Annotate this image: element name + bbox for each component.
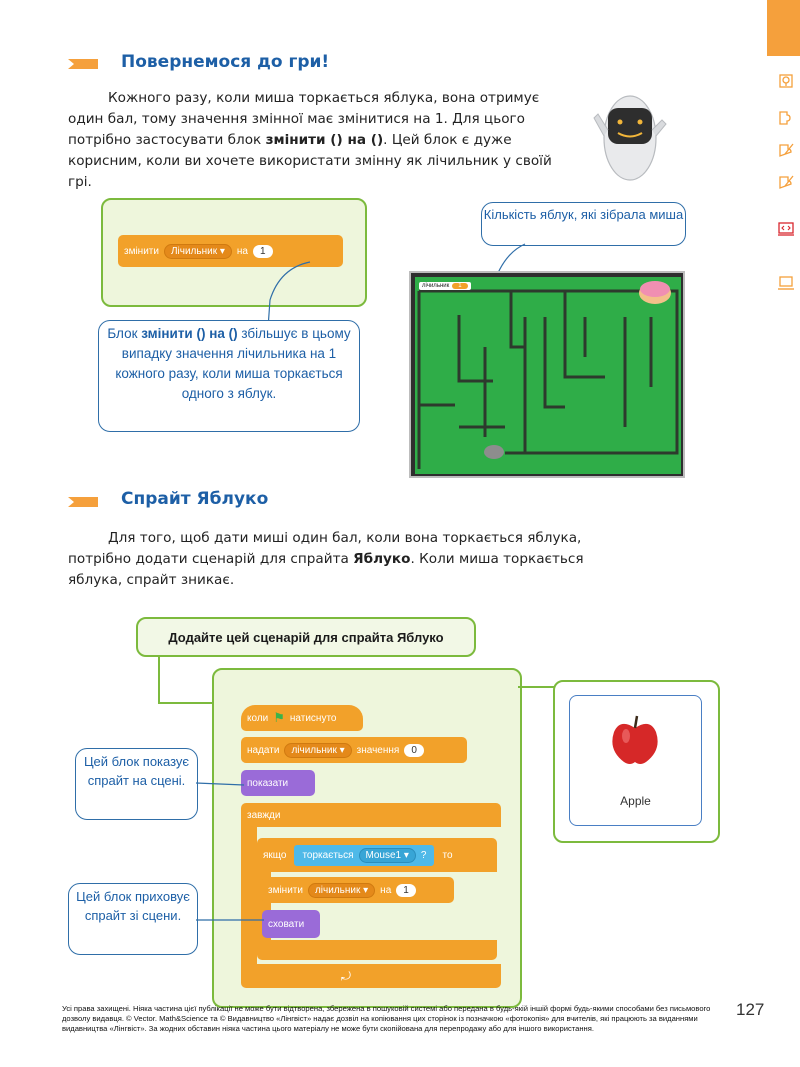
apple-count-callout: Кількість яблук, які зібрала миша bbox=[481, 202, 686, 246]
if-block[interactable] bbox=[257, 838, 497, 872]
copyright-footer: Усі права захищені. Ніяка частина цієї публікації не може бути відтворена, збережена в пошуковій системі або передана в будь-якій іншій формі будь-якими способами без письмового дозволу видавця. © Vector. Math&Science та © Видавництво «Лінгвіст» надає дозвіл на копіювання цих сторінок із позначкою «фотокопія» для вчителів, які працюють за виданнями видавництва «Лінгвіст». За жодних обставин ніяка частина цього матеріалу не може бути скопійована для перепродажу або для іншого використання. bbox=[62, 1004, 711, 1034]
section-marker-icon bbox=[68, 59, 98, 69]
connector-line bbox=[155, 655, 215, 707]
counter-value: 1 bbox=[452, 283, 467, 289]
show-label: показати bbox=[247, 777, 289, 789]
sprite-thumbnail[interactable] bbox=[569, 695, 702, 826]
change-counter-block[interactable] bbox=[262, 877, 454, 903]
puzzle-icon bbox=[777, 108, 795, 126]
forever-label: завжди bbox=[247, 809, 281, 821]
connector-line bbox=[196, 915, 266, 925]
game-stage bbox=[409, 271, 685, 478]
when-label: коли bbox=[247, 712, 269, 724]
section-title: Спрайт Яблуко bbox=[121, 489, 269, 509]
maze-board bbox=[415, 277, 681, 474]
variable-dropdown[interactable]: Лічильник ▾ bbox=[164, 244, 232, 259]
laptop-icon bbox=[777, 274, 795, 292]
set-variable-dropdown[interactable]: лічильник ▾ bbox=[284, 743, 351, 758]
forever-arm bbox=[241, 826, 257, 966]
counter-monitor bbox=[419, 282, 471, 290]
question-mark: ? bbox=[420, 849, 427, 861]
set-to-label: значення bbox=[356, 744, 400, 756]
page-number: 127 bbox=[736, 1000, 765, 1019]
robot-mascot bbox=[590, 78, 668, 188]
clicked-label: натиснуто bbox=[289, 712, 337, 724]
hide-block-callout: Цей блок приховує спрайт зі сцени. bbox=[68, 883, 198, 955]
pencil-puzzle-icon bbox=[777, 140, 795, 158]
apple-icon bbox=[610, 714, 660, 766]
code-screen-icon bbox=[777, 220, 795, 238]
change-variable-dropdown[interactable]: лічильник ▾ bbox=[308, 883, 375, 898]
change-label: змінити bbox=[124, 245, 159, 257]
show-block-callout: Цей блок показує спрайт на сцені. bbox=[75, 748, 198, 820]
connector-line bbox=[196, 780, 246, 790]
change-block-callout: Блок змінити () на () збільшує в цьому випадку значення лічильника на 1 кожного разу, коли миша торкається одного з яблук. bbox=[98, 320, 360, 432]
set-value-input[interactable]: 0 bbox=[404, 744, 424, 757]
green-flag-icon: ⚑ bbox=[273, 710, 285, 725]
hide-block[interactable] bbox=[262, 910, 320, 938]
if-bottom bbox=[257, 940, 497, 960]
loop-arrow-icon: ⤾ bbox=[341, 968, 351, 983]
change-value-input[interactable]: 1 bbox=[396, 884, 416, 897]
pencil-puzzle-icon bbox=[777, 172, 795, 190]
show-block[interactable] bbox=[241, 770, 315, 796]
then-label: то bbox=[442, 849, 453, 861]
forever-bottom bbox=[241, 964, 501, 988]
touching-label: торкається bbox=[302, 849, 354, 861]
counter-label: лічильник bbox=[422, 283, 450, 289]
change-by-label: на bbox=[380, 884, 392, 896]
change-label: змінити bbox=[268, 884, 303, 896]
lightbulb-icon bbox=[777, 72, 795, 90]
forever-block[interactable] bbox=[241, 803, 501, 827]
touching-condition[interactable] bbox=[294, 845, 434, 866]
sprite-name: Apple bbox=[620, 794, 651, 808]
set-label: надати bbox=[247, 744, 280, 756]
intro-paragraph: Кожного разу, коли миша торкається яблука, вона отримує один бал, тому значення змінної має змінитися на 1. Для цього потрібно застосувати блок змінити () на (). Цей блок є дуже корисним, коли ви хочете використати змінну як лічильник у своїй грі. bbox=[68, 90, 552, 190]
sprite-paragraph: Для того, щоб дати миші один бал, коли вона торкається яблука, потрібно додати сценарій для спрайта Яблуко. Коли миша торкається яблука, спрайт зникає. bbox=[68, 530, 584, 588]
value-input[interactable]: 1 bbox=[253, 245, 273, 258]
chapter-tab bbox=[767, 0, 800, 56]
when-flag-clicked-block[interactable] bbox=[241, 705, 363, 731]
section-marker-icon bbox=[68, 497, 98, 507]
if-label: якщо bbox=[263, 849, 287, 861]
script-title-box: Додайте цей сценарій для спрайта Яблуко bbox=[136, 617, 476, 657]
hide-label: сховати bbox=[268, 918, 305, 930]
connector-line bbox=[518, 682, 558, 692]
by-label: на bbox=[236, 245, 248, 257]
set-variable-block[interactable] bbox=[241, 737, 467, 763]
section-title: Повернемося до гри! bbox=[121, 52, 330, 72]
touch-target-dropdown[interactable]: Mouse1 ▾ bbox=[359, 848, 416, 863]
